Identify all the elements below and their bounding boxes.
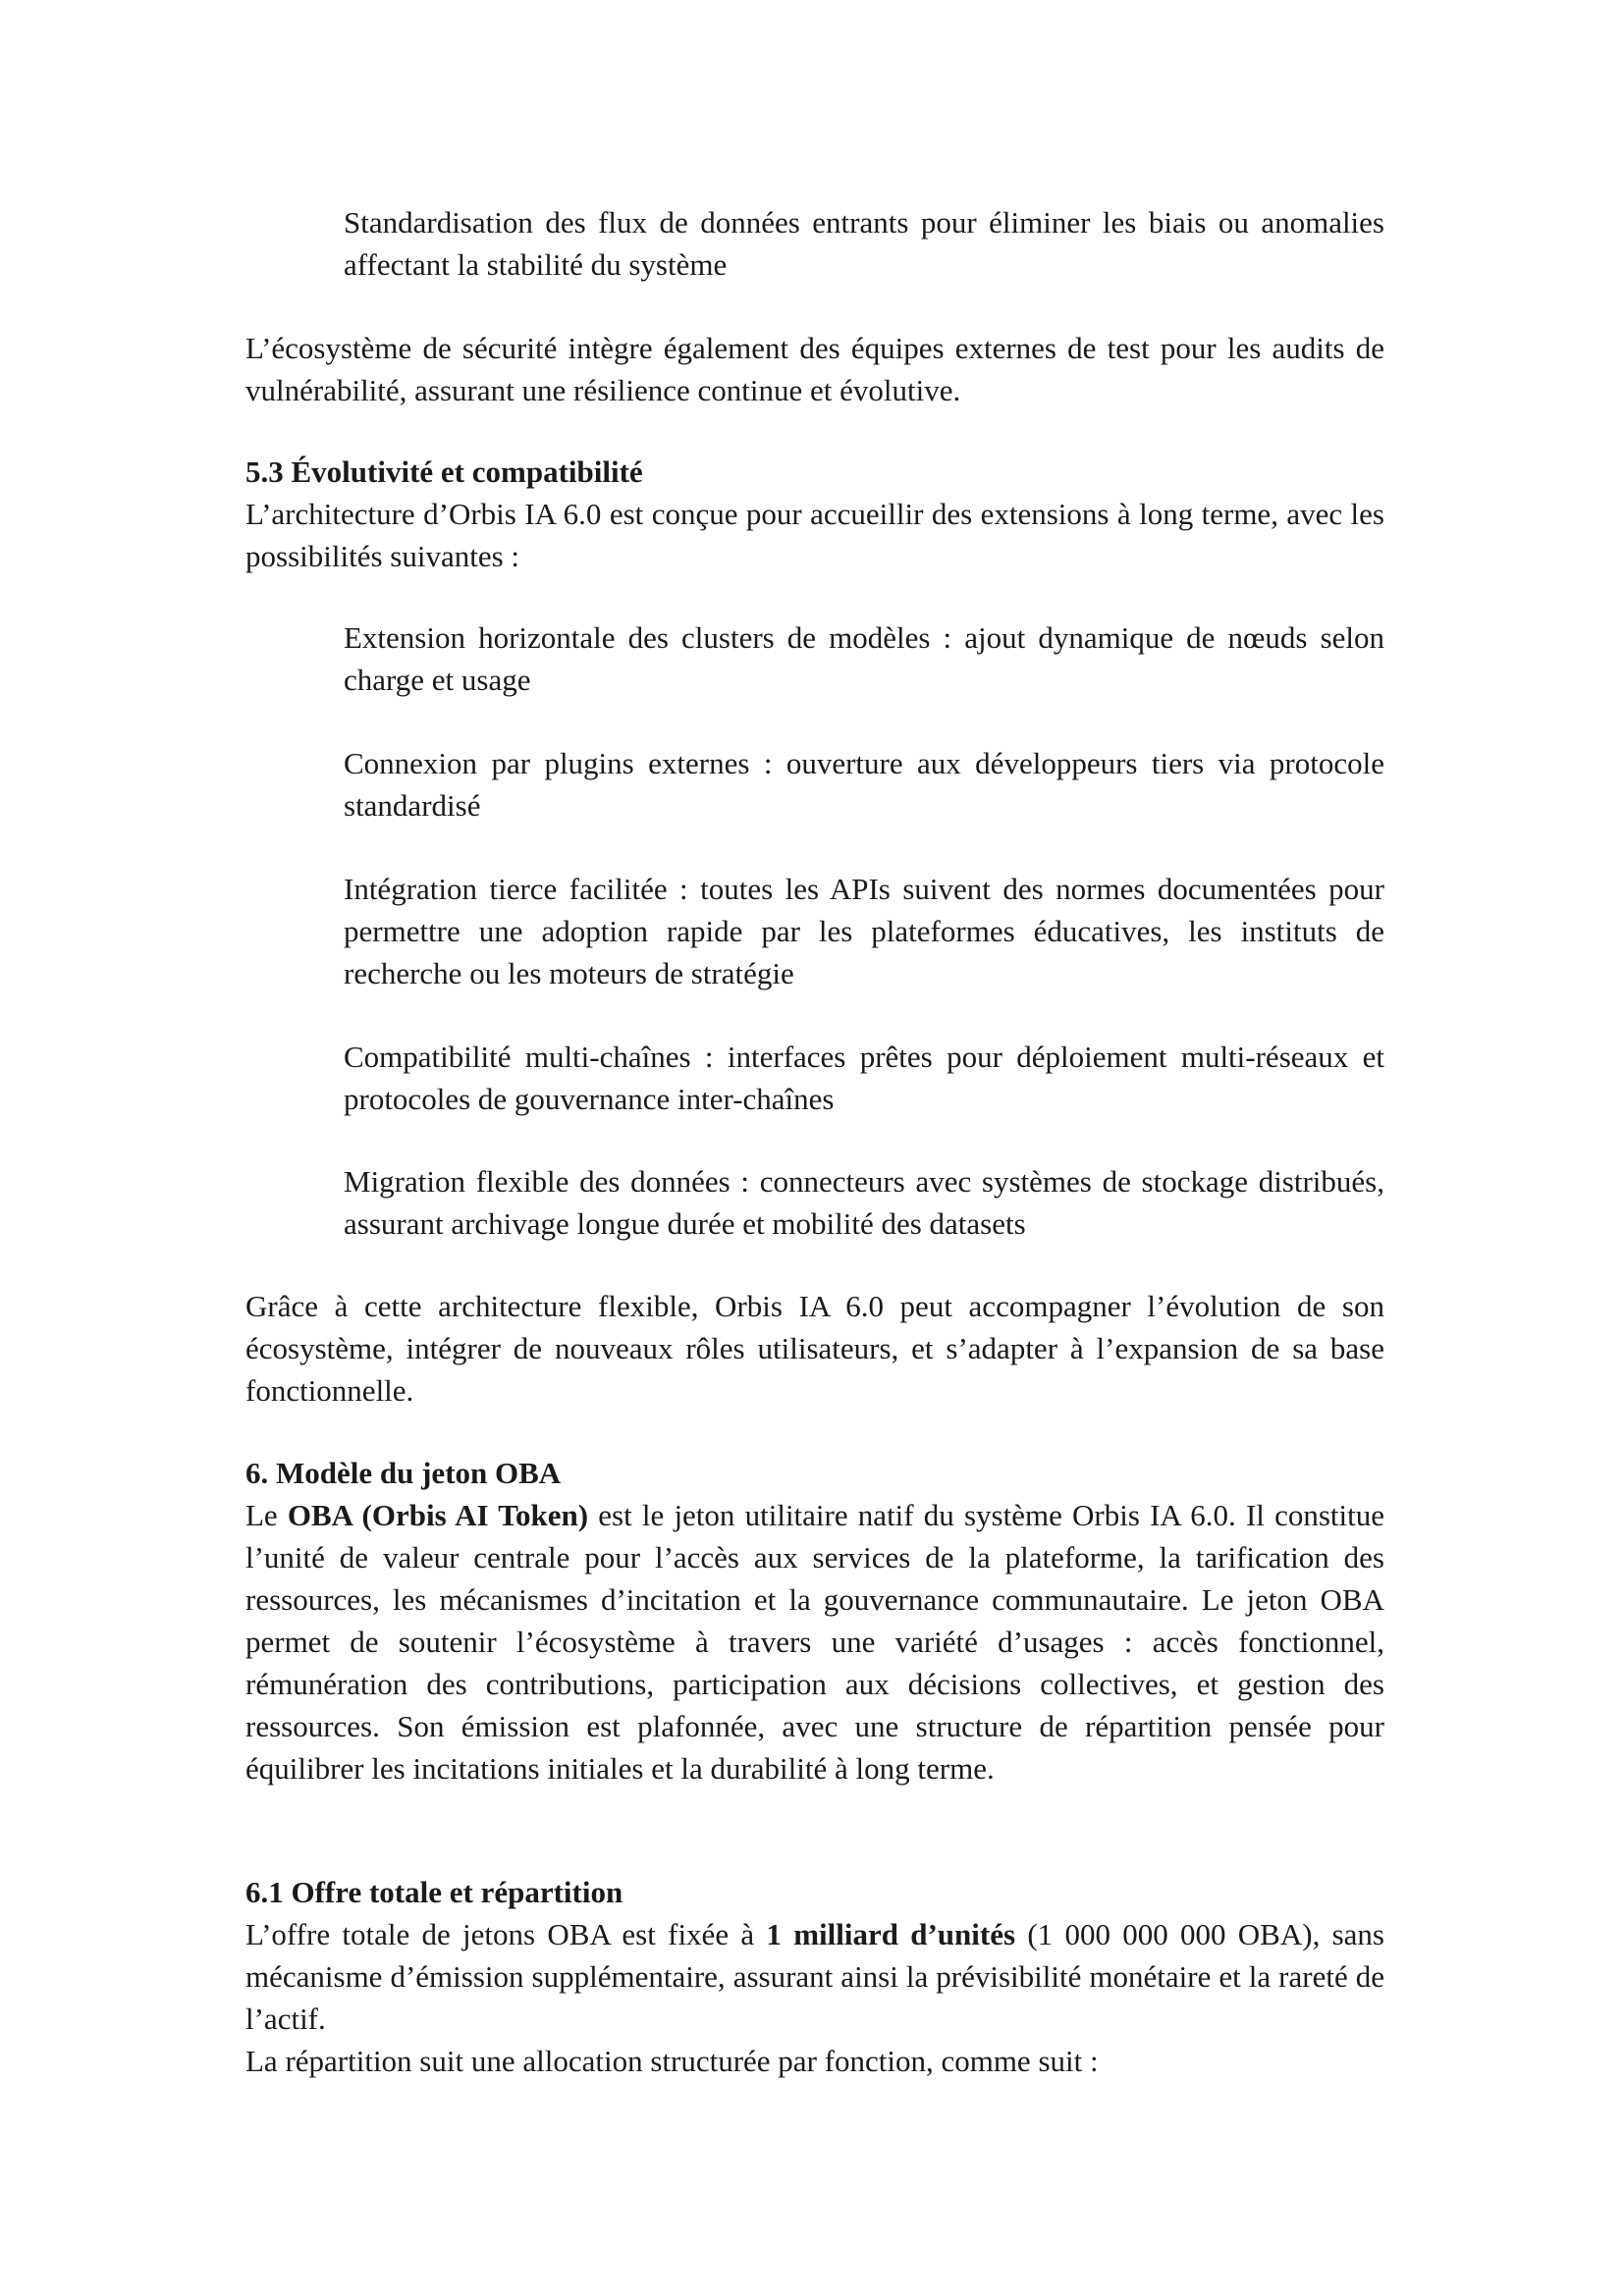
paragraph-total-supply	[245, 1913, 1384, 2040]
list-item-extension: Extension horizontale des clusters de modèles : ajout dynamique de nœuds selon charge et usage	[344, 620, 1384, 697]
oba-description: est le jeton utilitaire natif du système Orbis IA 6.0. Il constitue l’unité de valeur centrale pour l’accès aux services de la plateforme, la tarification des ressources, les mécanismes d’incitation et la gouvernance communautaire. Le jeton OBA permet de soutenir l’écosystème à travers une variété d’usages : accès fonctionnel, rémunération des contributions, participation aux décisions collectives, et gestion des ressources. Son émission est plafonnée, avec une structure de répartition pensée pour équilibrer les incitations initiales et la durabilité à long terme.	[245, 1498, 1384, 1786]
list-item-multichain: Compatibilité multi-chaînes : interfaces prêtes pour déploiement multi-réseaux et protocoles de gouvernance inter-chaînes	[344, 1040, 1384, 1116]
supply-amount: 1 milliard d’unités	[766, 1917, 1016, 1951]
oba-prefix: Le	[245, 1498, 288, 1532]
paragraph-security: L’écosystème de sécurité intègre également des équipes externes de test pour les audits de vulnérabilité, assurant une résilience continue et évolutive.	[245, 331, 1384, 407]
supply-rest: (1 000 000 000 OBA), sans mécanisme d’émission supplémentaire, assurant ainsi la prévisibilité monétaire et la rareté de l’actif.	[245, 1917, 1384, 2036]
bullet-standardisation: Standardisation des flux de données entrants pour éliminer les biais ou anomalies affectant la stabilité du système	[344, 205, 1384, 282]
supply-prefix: L’offre totale de jetons OBA est fixée à	[245, 1917, 767, 1951]
paragraph-oba-token	[245, 1494, 1384, 1789]
heading-6-1: 6.1 Offre totale et répartition	[245, 1875, 623, 1909]
list-item-plugins: Connexion par plugins externes : ouverture aux développeurs tiers via protocole standardisé	[344, 746, 1384, 823]
heading-5-3: 5.3 Évolutivité et compatibilité	[245, 454, 643, 489]
paragraph-allocation: La répartition suit une allocation structurée par fonction, comme suit :	[245, 2044, 1099, 2078]
heading-6: 6. Modèle du jeton OBA	[245, 1456, 562, 1490]
oba-token-name: OBA (Orbis AI Token)	[287, 1498, 589, 1532]
paragraph-5-3-intro: L’architecture d’Orbis IA 6.0 est conçue pour accueillir des extensions à long terme, avec les possibilités suivantes :	[245, 497, 1384, 573]
list-item-migration: Migration flexible des données : connecteurs avec systèmes de stockage distribués, assurant archivage longue durée et mobilité des datasets	[344, 1164, 1384, 1241]
paragraph-conclusion: Grâce à cette architecture flexible, Orbis IA 6.0 peut accompagner l’évolution de son écosystème, intégrer de nouveaux rôles utilisateurs, et s’adapter à l’expansion de sa base fonctionnelle.	[245, 1289, 1384, 1408]
list-item-integration: Intégration tierce facilitée : toutes les APIs suivent des normes documentées pour permettre une adoption rapide par les plateformes éducatives, les instituts de recherche ou les moteurs de stratégie	[344, 872, 1384, 990]
